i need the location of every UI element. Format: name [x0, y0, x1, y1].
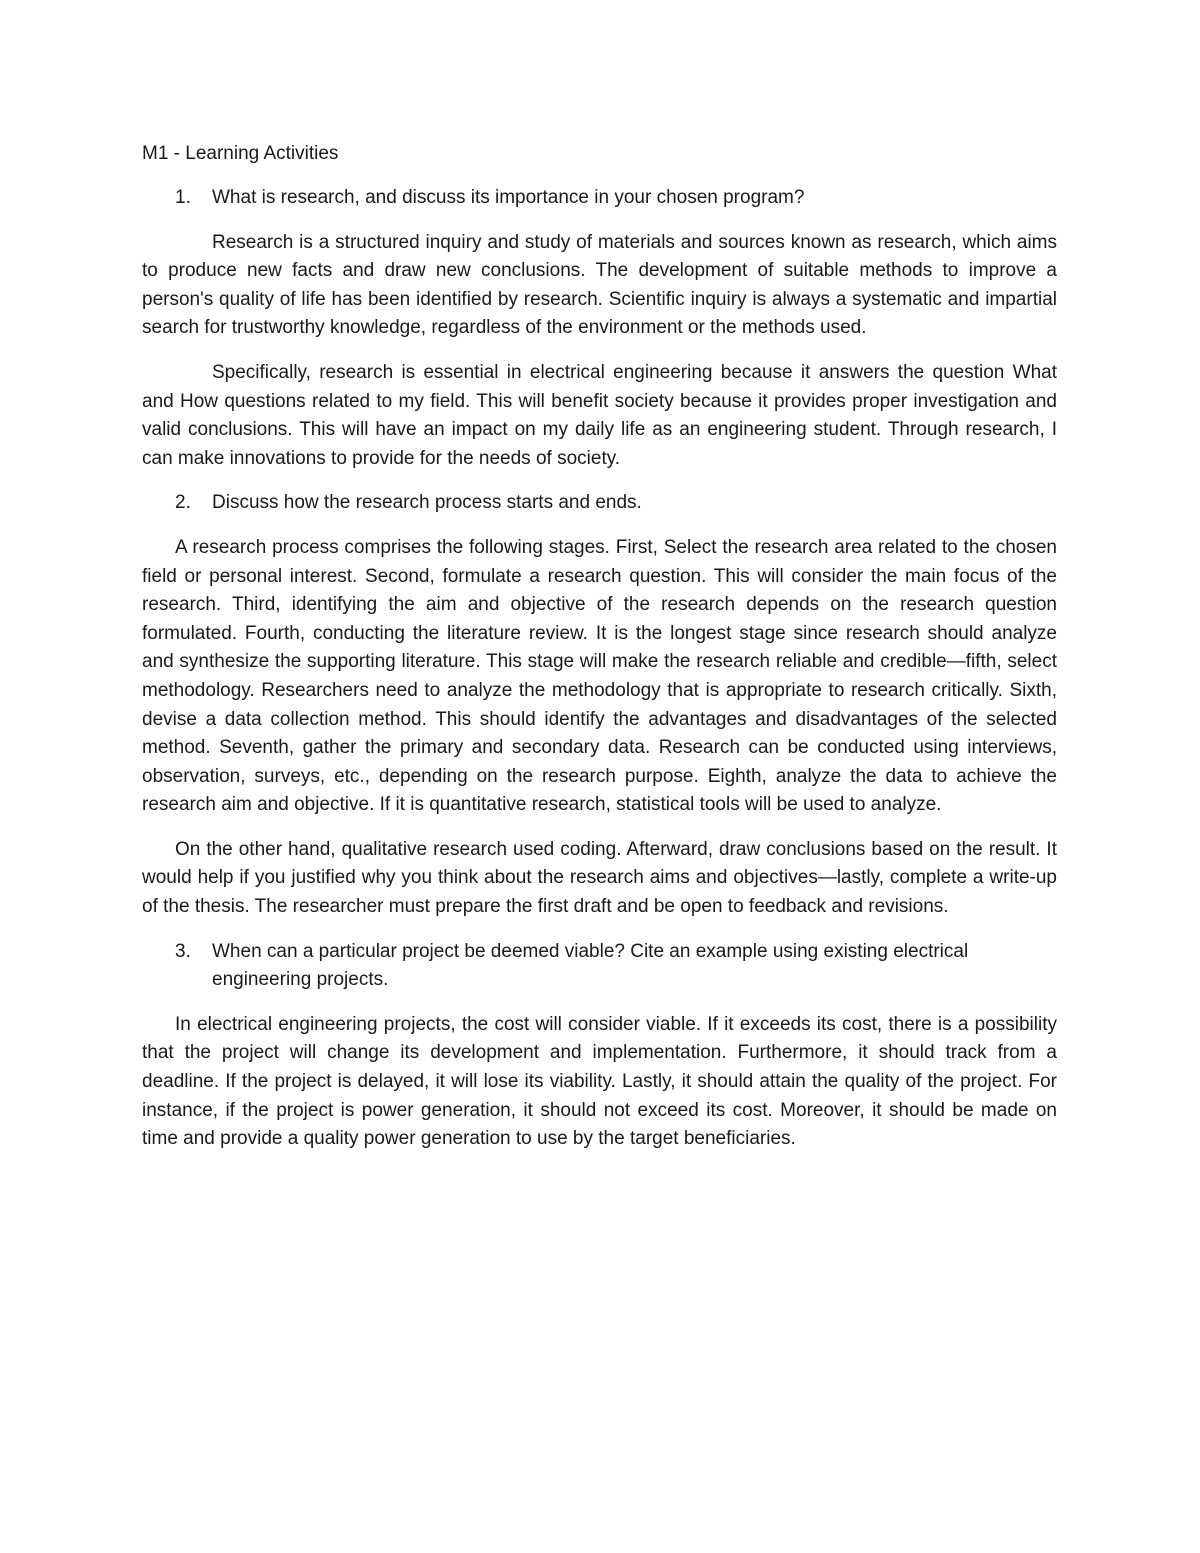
answer-paragraph: On the other hand, qualitative research used coding. Afterward, draw conclusions based on the result. It would help if you justified why you think about the research aims and objectives—lastly, complete a write-up of the thesis. The researcher must prepare the first draft and be open to feedback and revisions. — [142, 838, 1057, 918]
question-1 — [142, 184, 1057, 213]
answer-paragraph: Specifically, research is essential in electrical engineering because it answers the question What and How questions related to my field. This will benefit society because it provides proper investigation and valid conclusions. This will have an impact on my daily life as an engineering student. Through research, I can make innovations to provide for the needs of society. — [142, 361, 1057, 469]
question-text: What is research, and discuss its importance in your chosen program? — [212, 187, 805, 208]
answer-paragraph: A research process comprises the following stages. First, Select the research area related to the chosen field or personal interest. Second, formulate a research question. This will consider the main focus of the research. Third, identifying the aim and objective of the research depends on the research question formulated. Fourth, conducting the literature review. It is the longest stage since research should analyze and synthesize the supporting literature. This stage will make the research reliable and credible—fifth, select methodology. Researchers need to analyze the methodology that is appropriate to research critically. Sixth, devise a data collection method. This should identify the advantages and disadvantages of the selected method. Seventh, gather the primary and secondary data. Research can be conducted using interviews, observation, surveys, etc., depending on the research purpose. Eighth, analyze the data to achieve the research aim and objective. If it is quantitative research, statistical tools will be used to analyze. — [142, 536, 1057, 816]
question-2 — [142, 489, 1057, 518]
question-number: 1. — [175, 187, 191, 208]
question-text: Discuss how the research process starts and ends. — [212, 492, 642, 514]
question-number: 3. — [175, 940, 191, 962]
document-heading: M1 - Learning Activities — [142, 143, 339, 164]
document-page — [142, 140, 1057, 1170]
question-text: When can a particular project be deemed viable? Cite an example using existing electrical engineering projects. — [212, 940, 969, 991]
question-number: 2. — [175, 492, 191, 514]
question-3 — [142, 938, 1057, 995]
answer-paragraph: In electrical engineering projects, the cost will consider viable. If it exceeds its cost, there is a possibility that the project will change its development and implementation. Furthermore, it should track from a deadline. If the project is delayed, it will lose its viability. Lastly, it should attain the quality of the project. For instance, if the project is power generation, it should not exceed its cost. Moreover, it should be made on time and provide a quality power generation to use by the target beneficiaries. — [142, 1013, 1057, 1150]
answer-paragraph: Research is a structured inquiry and study of materials and sources known as research, which aims to produce new facts and draw new conclusions. The development of suitable methods to improve a person's quality of life has been identified by research. Scientific inquiry is always a systematic and impartial search for trustworthy knowledge, regardless of the environment or the methods used. — [142, 231, 1057, 339]
